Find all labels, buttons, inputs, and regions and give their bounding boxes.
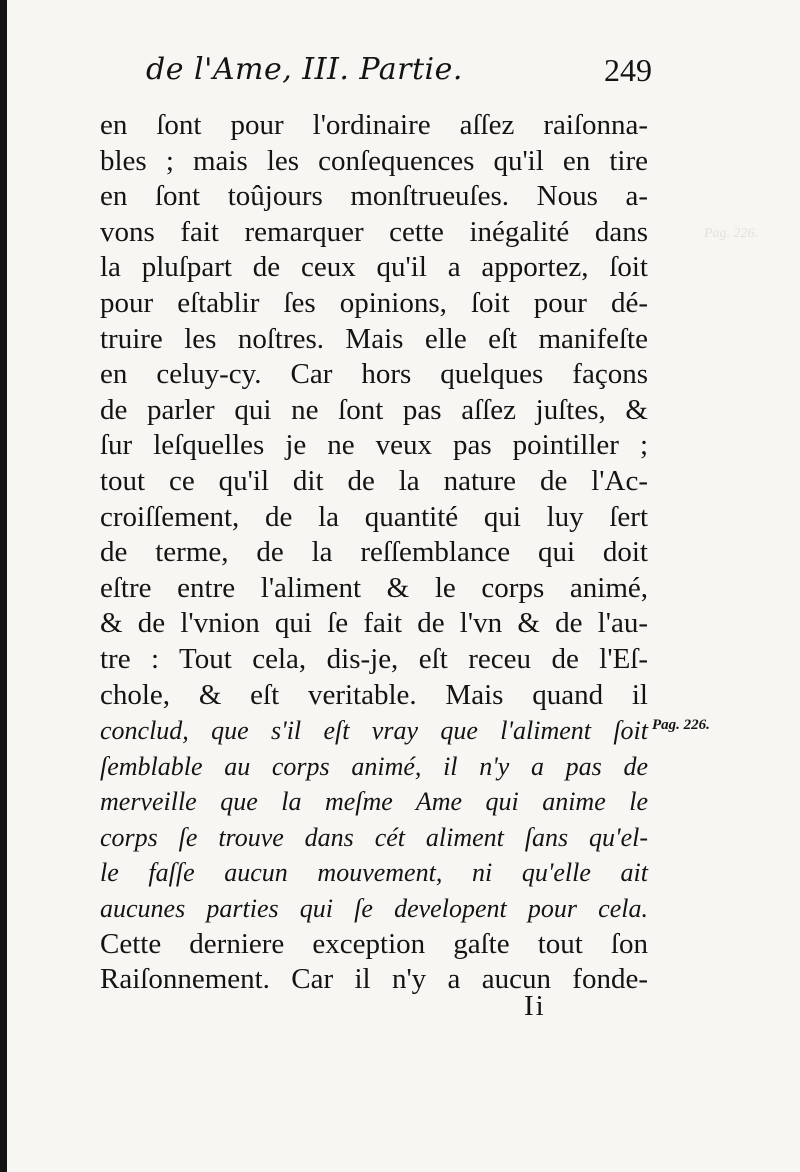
bleed-through-mark: Pag. 226. bbox=[704, 226, 759, 241]
text-line: eſtre entre l'aliment & le corps animé, bbox=[100, 571, 648, 604]
text-line: la pluſpart de ceux qu'il a apportez, ſoit bbox=[100, 251, 648, 284]
text-line-italic: corps ſe trouve dans cét aliment ſans qu'el- bbox=[100, 822, 648, 852]
text-line-italic: conclud, que s'il eſt vray que l'aliment ſoit bbox=[100, 716, 648, 746]
text-line: & de l'vnion qui ſe fait de l'vn & de l'au- bbox=[100, 607, 648, 640]
text-line: croiſſement, de la quantité qui luy ſert bbox=[100, 500, 648, 533]
text-line: Raiſonnement. Car il n'y a aucun fonde- bbox=[100, 963, 648, 996]
page-edge-shadow bbox=[0, 0, 7, 1172]
text-line-italic: le faſſe aucun mouvement, ni qu'elle ait bbox=[100, 858, 648, 888]
text-line: bles ; mais les conſequences qu'il en tire bbox=[100, 144, 648, 177]
margin-note: Pag. 226. bbox=[652, 717, 710, 733]
text-line: en ſont toûjours monſtrueuſes. Nous a- bbox=[100, 180, 648, 213]
body-text bbox=[100, 108, 648, 998]
text-line: Cette derniere exception gaſte tout ſon bbox=[100, 927, 648, 960]
text-line: de terme, de la reſſemblance qui doit bbox=[100, 536, 648, 569]
page-number: 249 bbox=[604, 52, 652, 88]
running-head: de l'Ame, III. Partie. bbox=[146, 52, 463, 87]
text-line-italic: ſemblable au corps animé, il n'y a pas de bbox=[100, 751, 648, 781]
text-line: en ſont pour l'ordinaire aſſez raiſonna- bbox=[100, 109, 648, 141]
text-line-italic: aucunes parties qui ſe developent pour cela. bbox=[100, 894, 648, 924]
text-line: ſur leſquelles je ne veux pas pointiller ; bbox=[100, 429, 648, 462]
text-line: tout ce qu'il dit de la nature de l'Ac- bbox=[100, 464, 648, 497]
text-line: truire les noſtres. Mais elle eſt manifeſte bbox=[100, 322, 648, 355]
text-line: de parler qui ne ſont pas aſſez juſtes, & bbox=[100, 393, 648, 426]
signature-mark: Ii bbox=[524, 990, 546, 1022]
text-line: tre : Tout cela, dis-je, eſt receu de l'Eſ- bbox=[100, 642, 648, 675]
text-line: en celuy-cy. Car hors quelques façons bbox=[100, 358, 648, 391]
text-line-italic: merveille que la meſme Ame qui anime le bbox=[100, 787, 648, 817]
page-header bbox=[146, 44, 656, 96]
text-line: chole, & eſt veritable. Mais quand il bbox=[100, 678, 648, 711]
text-line: pour eſtablir ſes opinions, ſoit pour dé- bbox=[100, 286, 648, 319]
text-line: vons fait remarquer cette inégalité dans bbox=[100, 215, 648, 248]
